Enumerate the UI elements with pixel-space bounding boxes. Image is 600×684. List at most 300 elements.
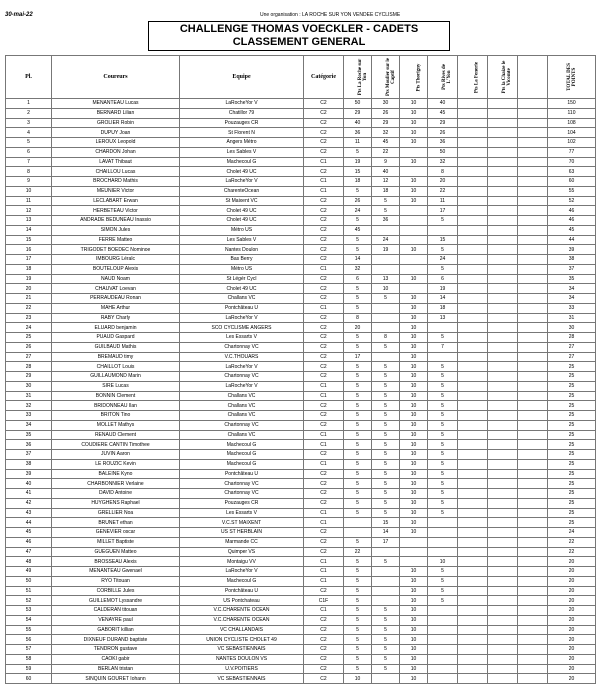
cell-pts-chaize (488, 664, 518, 674)
cell-total: 20 (548, 674, 596, 684)
cell-equipe: UNION CYCLISTE CHOLET 49 (180, 635, 304, 645)
cell-pts-thorigny (400, 557, 428, 567)
cell-pts-fenerie (458, 469, 488, 479)
cell-pl: 14 (6, 225, 52, 235)
cell-total: 20 (548, 576, 596, 586)
cell-pts-moulier: 5 (372, 440, 400, 450)
cell-pts-la-roche: 5 (344, 294, 372, 304)
cell-pts-rives-yon: 17 (428, 206, 458, 216)
cell-pts-rives-yon: 5 (428, 411, 458, 421)
cell-total: 20 (548, 557, 596, 567)
cell-pts-fenerie (458, 596, 488, 606)
cell-pts-rives-yon (428, 615, 458, 625)
cell-coureur: BRUNET ethan (52, 518, 180, 528)
cell-total: 20 (548, 645, 596, 655)
cell-empty (518, 206, 548, 216)
cell-pts-chaize (488, 128, 518, 138)
table-row (6, 596, 596, 606)
cell-empty (518, 557, 548, 567)
cell-pts-fenerie (458, 518, 488, 528)
cell-pts-la-roche: 18 (344, 177, 372, 187)
cell-categorie: C2 (304, 294, 344, 304)
cell-pts-chaize (488, 508, 518, 518)
cell-coureur: ANDRADE BEDUNEAU Inassio (52, 216, 180, 226)
col-header-total (548, 56, 596, 99)
cell-pts-rives-yon (428, 625, 458, 635)
cell-equipe: LaRocheYor V (180, 567, 304, 577)
cell-equipe: Machecoul G (180, 450, 304, 460)
cell-pts-moulier (372, 547, 400, 557)
cell-pl: 3 (6, 118, 52, 128)
cell-coureur: BERLAN tristan (52, 664, 180, 674)
cell-pts-chaize (488, 294, 518, 304)
cell-total: 38 (548, 255, 596, 265)
sub-title: CLASSEMENT GENERAL (232, 36, 366, 48)
cell-pts-thorigny: 10 (400, 362, 428, 372)
cell-categorie: C2 (304, 615, 344, 625)
cell-empty (518, 303, 548, 313)
cell-total: 46 (548, 216, 596, 226)
cell-pl: 51 (6, 586, 52, 596)
cell-pts-moulier (372, 255, 400, 265)
cell-coureur: CHAUVAT Loevan (52, 284, 180, 294)
table-row (6, 615, 596, 625)
cell-total: 52 (548, 196, 596, 206)
cell-pts-la-roche: 5 (344, 469, 372, 479)
cell-pts-rives-yon: 29 (428, 118, 458, 128)
cell-pts-chaize (488, 157, 518, 167)
table-row (6, 401, 596, 411)
cell-total: 20 (548, 635, 596, 645)
cell-pl: 18 (6, 264, 52, 274)
table-row (6, 128, 596, 138)
cell-categorie: C2 (304, 469, 344, 479)
cell-total: 37 (548, 264, 596, 274)
cell-total: 46 (548, 206, 596, 216)
cell-pl: 5 (6, 138, 52, 148)
table-row (6, 235, 596, 245)
cell-pts-thorigny: 10 (400, 411, 428, 421)
cell-equipe: Chartonnay VC (180, 342, 304, 352)
cell-categorie: C2 (304, 225, 344, 235)
col-header-total-label: TOTAL DES POINTS (566, 63, 577, 91)
cell-total: 25 (548, 469, 596, 479)
table-row (6, 411, 596, 421)
cell-pts-rives-yon: 5 (428, 489, 458, 499)
cell-coureur: MENANTEAU Lucas (52, 99, 180, 109)
cell-pts-thorigny (400, 537, 428, 547)
table-row (6, 528, 596, 538)
cell-pts-la-roche: 24 (344, 206, 372, 216)
cell-total: 45 (548, 225, 596, 235)
table-row (6, 167, 596, 177)
cell-coureur: BOUTELOUP Alexis (52, 264, 180, 274)
cell-equipe: Challans VC (180, 391, 304, 401)
cell-pts-moulier (372, 313, 400, 323)
cell-pl: 52 (6, 596, 52, 606)
cell-pts-la-roche: 36 (344, 128, 372, 138)
cell-pts-rives-yon: 5 (428, 576, 458, 586)
cell-pts-rives-yon: 6 (428, 274, 458, 284)
cell-pts-la-roche: 5 (344, 216, 372, 226)
cell-pl: 23 (6, 313, 52, 323)
cell-coureur: MENANTEAU Gwenael (52, 567, 180, 577)
table-row (6, 196, 596, 206)
cell-equipe: Challans VC (180, 411, 304, 421)
cell-total: 102 (548, 138, 596, 148)
organisation-line: Une organisation : LA ROCHE SUR YON VENDEE CYCLISME (260, 12, 401, 18)
cell-pts-rives-yon (428, 645, 458, 655)
cell-pts-chaize (488, 625, 518, 635)
cell-categorie: C2 (304, 625, 344, 635)
cell-categorie: C1 (304, 381, 344, 391)
cell-coureur: CAOKI gabir (52, 654, 180, 664)
cell-pts-rives-yon (428, 606, 458, 616)
cell-pts-moulier: 9 (372, 157, 400, 167)
cell-pts-fenerie (458, 157, 488, 167)
cell-equipe: Les Essarts V (180, 508, 304, 518)
cell-equipe: Chartonnay VC (180, 372, 304, 382)
cell-categorie: C2 (304, 586, 344, 596)
cell-categorie: C2 (304, 411, 344, 421)
cell-pts-la-roche: 5 (344, 596, 372, 606)
cell-pts-fenerie (458, 128, 488, 138)
cell-pts-rives-yon: 5 (428, 498, 458, 508)
cell-pts-thorigny: 10 (400, 138, 428, 148)
cell-pts-rives-yon (428, 225, 458, 235)
cell-pts-rives-yon: 24 (428, 255, 458, 265)
cell-empty (518, 645, 548, 655)
cell-equipe: Les Sables V (180, 235, 304, 245)
cell-pts-rives-yon: 18 (428, 303, 458, 313)
table-header-row (6, 56, 596, 99)
cell-pts-chaize (488, 313, 518, 323)
cell-empty (518, 479, 548, 489)
cell-categorie: C2 (304, 372, 344, 382)
cell-pts-moulier: 10 (372, 284, 400, 294)
cell-total: 25 (548, 420, 596, 430)
cell-empty (518, 138, 548, 148)
cell-empty (518, 362, 548, 372)
cell-equipe: U.V.POITIERS (180, 664, 304, 674)
cell-empty (518, 537, 548, 547)
cell-categorie: C2 (304, 528, 344, 538)
cell-pts-thorigny: 10 (400, 352, 428, 362)
table-row (6, 508, 596, 518)
cell-pts-thorigny: 10 (400, 450, 428, 460)
table-row (6, 674, 596, 684)
cell-pts-fenerie (458, 420, 488, 430)
cell-total: 22 (548, 537, 596, 547)
cell-pts-la-roche: 5 (344, 284, 372, 294)
cell-empty (518, 186, 548, 196)
cell-total: 63 (548, 167, 596, 177)
cell-pl: 48 (6, 557, 52, 567)
cell-pl: 2 (6, 108, 52, 118)
cell-pts-thorigny: 10 (400, 606, 428, 616)
cell-empty (518, 352, 548, 362)
cell-categorie: C2 (304, 420, 344, 430)
cell-empty (518, 128, 548, 138)
cell-empty (518, 284, 548, 294)
cell-pts-fenerie (458, 352, 488, 362)
cell-pl: 20 (6, 284, 52, 294)
cell-pts-moulier: 12 (372, 177, 400, 187)
cell-equipe: Chartonnay VC (180, 420, 304, 430)
cell-pts-moulier: 5 (372, 450, 400, 460)
table-row (6, 333, 596, 343)
cell-pts-fenerie (458, 167, 488, 177)
cell-pts-la-roche: 5 (344, 606, 372, 616)
cell-total: 20 (548, 664, 596, 674)
table-row (6, 381, 596, 391)
cell-pts-moulier (372, 586, 400, 596)
cell-pts-thorigny: 10 (400, 479, 428, 489)
cell-equipe: Bas Berry (180, 255, 304, 265)
cell-pts-thorigny: 10 (400, 518, 428, 528)
cell-total: 25 (548, 401, 596, 411)
cell-equipe: St Florent N (180, 128, 304, 138)
col-header-pts-moulier-label: Pts Moulier sur le Captif (386, 57, 396, 96)
cell-pts-fenerie (458, 342, 488, 352)
cell-pts-chaize (488, 245, 518, 255)
cell-coureur: MAHE Arthur (52, 303, 180, 313)
cell-pts-moulier: 5 (372, 625, 400, 635)
cell-pts-thorigny: 10 (400, 323, 428, 333)
cell-pts-thorigny: 10 (400, 664, 428, 674)
cell-coureur: BERNARD Lilian (52, 108, 180, 118)
main-title: CHALLENGE THOMAS VOECKLER - CADETS (179, 23, 419, 35)
table-row (6, 518, 596, 528)
cell-total: 39 (548, 245, 596, 255)
cell-equipe: Machecoul G (180, 576, 304, 586)
cell-coureur: MEUNIER Victor (52, 186, 180, 196)
cell-pts-thorigny: 10 (400, 459, 428, 469)
cell-pts-chaize (488, 459, 518, 469)
cell-pts-chaize (488, 391, 518, 401)
cell-pts-chaize (488, 654, 518, 664)
cell-pl: 37 (6, 450, 52, 460)
cell-pts-la-roche: 32 (344, 264, 372, 274)
cell-pts-thorigny: 10 (400, 294, 428, 304)
cell-coureur: DIXNEUF DURAND baptiste (52, 635, 180, 645)
cell-pts-moulier (372, 596, 400, 606)
cell-pts-fenerie (458, 411, 488, 421)
cell-pts-la-roche: 19 (344, 157, 372, 167)
cell-equipe: Pouzauges CR (180, 118, 304, 128)
cell-pts-thorigny: 10 (400, 196, 428, 206)
cell-pts-la-roche: 6 (344, 274, 372, 284)
cell-pts-moulier: 14 (372, 528, 400, 538)
cell-pts-rives-yon: 7 (428, 342, 458, 352)
cell-pts-moulier: 5 (372, 664, 400, 674)
cell-coureur: TENDRON gustave (52, 645, 180, 655)
cell-pts-moulier (372, 225, 400, 235)
table-row (6, 362, 596, 372)
cell-categorie: C2 (304, 362, 344, 372)
cell-pts-thorigny: 10 (400, 401, 428, 411)
cell-total: 34 (548, 284, 596, 294)
cell-total: 108 (548, 118, 596, 128)
cell-pts-chaize (488, 264, 518, 274)
cell-pts-chaize (488, 333, 518, 343)
cell-pts-chaize (488, 606, 518, 616)
cell-equipe: SCO CYCLISME ANGERS (180, 323, 304, 333)
cell-empty (518, 147, 548, 157)
table-row (6, 274, 596, 284)
cell-coureur: HERBETEAU Victor (52, 206, 180, 216)
cell-pts-rives-yon: 13 (428, 313, 458, 323)
cell-pl: 58 (6, 654, 52, 664)
cell-equipe: Machecoul G (180, 459, 304, 469)
table-row (6, 459, 596, 469)
cell-pts-moulier: 30 (372, 99, 400, 109)
cell-pts-la-roche: 5 (344, 489, 372, 499)
cell-equipe: CharenteOcean (180, 186, 304, 196)
cell-pts-moulier: 19 (372, 245, 400, 255)
cell-pts-chaize (488, 498, 518, 508)
col-header-coureurs: Coureurs (52, 56, 180, 99)
cell-equipe: V.C.CHARENTE OCEAN (180, 606, 304, 616)
cell-equipe: Montaigu VV (180, 557, 304, 567)
cell-coureur: RENAUD Clement (52, 430, 180, 440)
cell-pts-moulier: 5 (372, 645, 400, 655)
cell-total: 77 (548, 147, 596, 157)
cell-coureur: DUPUY Joan (52, 128, 180, 138)
cell-categorie: C2 (304, 654, 344, 664)
cell-categorie: C2 (304, 313, 344, 323)
ranking-table (5, 55, 596, 684)
cell-pts-fenerie (458, 99, 488, 109)
cell-equipe: LaRocheYor V (180, 313, 304, 323)
cell-pts-la-roche (344, 528, 372, 538)
cell-pts-rives-yon: 36 (428, 138, 458, 148)
table-row (6, 654, 596, 664)
cell-coureur: LE ROUZIC Kevin (52, 459, 180, 469)
cell-total: 25 (548, 479, 596, 489)
cell-coureur: CHAILLOU Lucas (52, 167, 180, 177)
cell-coureur: LEROUX Leopold (52, 138, 180, 148)
cell-coureur: BONNIN Clement (52, 391, 180, 401)
cell-empty (518, 654, 548, 664)
cell-total: 60 (548, 177, 596, 187)
col-header-pts-thorigny (400, 56, 428, 99)
cell-pts-moulier: 5 (372, 557, 400, 567)
cell-total: 25 (548, 450, 596, 460)
cell-empty (518, 255, 548, 265)
cell-pts-moulier: 5 (372, 391, 400, 401)
cell-pts-chaize (488, 518, 518, 528)
cell-pts-la-roche: 5 (344, 654, 372, 664)
cell-pl: 47 (6, 547, 52, 557)
cell-total: 27 (548, 352, 596, 362)
cell-categorie: C2 (304, 489, 344, 499)
table-row (6, 557, 596, 567)
cell-empty (518, 342, 548, 352)
cell-pts-moulier: 5 (372, 294, 400, 304)
cell-pts-la-roche: 5 (344, 557, 372, 567)
table-row (6, 138, 596, 148)
cell-pl: 10 (6, 186, 52, 196)
cell-pts-rives-yon: 15 (428, 235, 458, 245)
cell-total: 35 (548, 274, 596, 284)
col-header-pts-fenerie (458, 56, 488, 99)
cell-empty (518, 177, 548, 187)
cell-total: 44 (548, 235, 596, 245)
cell-pts-rives-yon: 5 (428, 372, 458, 382)
cell-pts-thorigny: 10 (400, 586, 428, 596)
cell-pts-rives-yon: 5 (428, 567, 458, 577)
cell-equipe: Cholet 49 UC (180, 167, 304, 177)
table-row (6, 225, 596, 235)
cell-equipe: US Pontchateau (180, 596, 304, 606)
cell-pts-la-roche: 5 (344, 362, 372, 372)
cell-pts-moulier: 22 (372, 147, 400, 157)
cell-pts-chaize (488, 489, 518, 499)
cell-pts-rives-yon: 19 (428, 284, 458, 294)
cell-pts-rives-yon: 5 (428, 381, 458, 391)
cell-coureur: COUDIERE CANTIN Timothee (52, 440, 180, 450)
cell-coureur: LECLABART Erwan (52, 196, 180, 206)
cell-pl: 27 (6, 352, 52, 362)
table-row (6, 635, 596, 645)
cell-pts-chaize (488, 108, 518, 118)
cell-pl: 49 (6, 567, 52, 577)
cell-categorie: C2 (304, 196, 344, 206)
cell-equipe: Pontchâteau U (180, 469, 304, 479)
cell-pts-chaize (488, 255, 518, 265)
cell-pl: 4 (6, 128, 52, 138)
cell-pts-thorigny: 10 (400, 333, 428, 343)
cell-empty (518, 196, 548, 206)
cell-pts-fenerie (458, 459, 488, 469)
cell-total: 20 (548, 596, 596, 606)
cell-coureur: BRITON Tino (52, 411, 180, 421)
cell-categorie: C2 (304, 138, 344, 148)
cell-pl: 43 (6, 508, 52, 518)
cell-pts-rives-yon: 5 (428, 264, 458, 274)
cell-empty (518, 274, 548, 284)
cell-pts-la-roche: 5 (344, 450, 372, 460)
cell-empty (518, 157, 548, 167)
cell-pts-la-roche: 5 (344, 235, 372, 245)
cell-empty (518, 440, 548, 450)
cell-categorie: C2 (304, 645, 344, 655)
cell-categorie: C1 (304, 557, 344, 567)
cell-pts-rives-yon: 5 (428, 420, 458, 430)
cell-pts-fenerie (458, 674, 488, 684)
cell-pts-la-roche: 10 (344, 674, 372, 684)
cell-total: 70 (548, 157, 596, 167)
cell-pts-fenerie (458, 362, 488, 372)
cell-pts-thorigny: 10 (400, 489, 428, 499)
cell-total: 25 (548, 508, 596, 518)
table-row (6, 586, 596, 596)
cell-pts-fenerie (458, 372, 488, 382)
cell-pl: 34 (6, 420, 52, 430)
table-row (6, 177, 596, 187)
cell-total: 25 (548, 440, 596, 450)
cell-pts-thorigny: 10 (400, 313, 428, 323)
cell-total: 25 (548, 391, 596, 401)
cell-empty (518, 108, 548, 118)
table-row (6, 625, 596, 635)
cell-pts-la-roche: 5 (344, 147, 372, 157)
cell-pl: 53 (6, 606, 52, 616)
cell-empty (518, 420, 548, 430)
cell-empty (518, 323, 548, 333)
cell-pts-chaize (488, 99, 518, 109)
